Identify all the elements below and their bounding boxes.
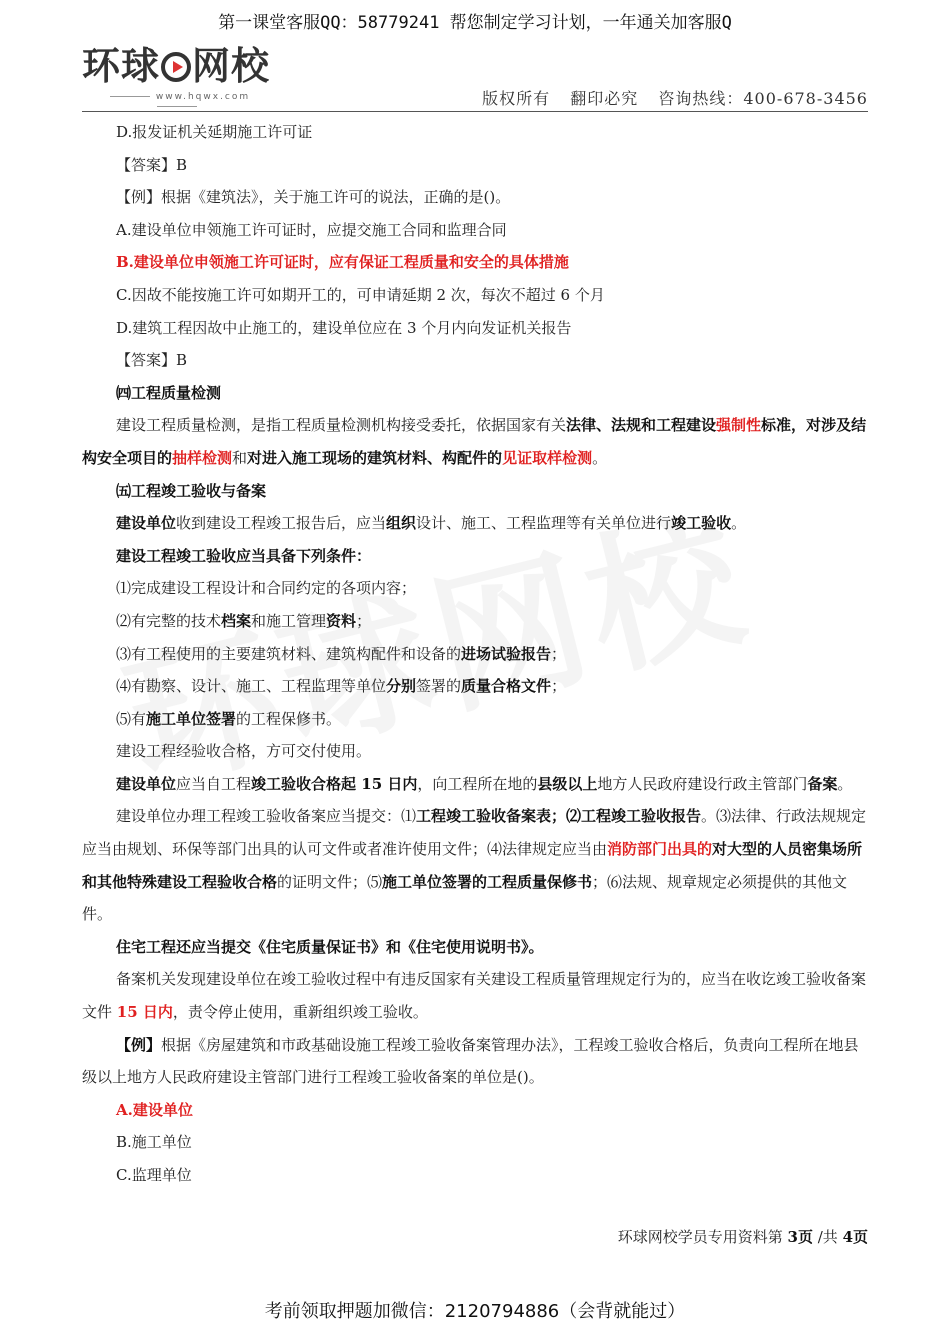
top-notice: 第一课堂客服QQ：58779241 帮您制定学习计划，一年通关加客服Q — [218, 13, 732, 33]
hotline-text: 咨询热线：400-678-3456 — [658, 89, 868, 108]
condition-4: ⑷有勘察、设计、施工、工程监理等单位分别签署的质量合格文件； — [116, 677, 567, 696]
option-a: A.建设单位申领施工许可证时，应提交施工合同和监理合同 — [116, 220, 507, 239]
play-icon — [161, 52, 191, 82]
condition-2: ⑵有完整的技术档案和施工管理资料； — [116, 611, 372, 630]
logo-text-b: 网校 — [192, 44, 271, 88]
condition-1: ⑴完成建设工程设计和合同约定的各项内容； — [116, 579, 417, 598]
logo-text-a: 环球 — [82, 44, 161, 88]
answer-1: 【答案】B — [116, 155, 188, 174]
condition-5: ⑸有施工单位签署的工程保修书。 — [116, 709, 342, 728]
example-question-1: 【例】根据《建筑法》，关于施工许可的说法，正确的是()。 — [116, 188, 511, 207]
option-d: D.报发证机关延期施工许可证 — [116, 123, 313, 141]
paragraph-violation: 备案机关发现建设单位在竣工验收过程中有违反国家有关建设工程质量管理规定行为的，应当在收讫竣工验收备案文件 15 日内，责令停止使用，重新组织竣工验收。 — [82, 970, 867, 1022]
option-d-2: D.建筑工程因故中止施工的，建设单位应在 3 个月内向发证机关报告 — [116, 318, 572, 337]
wechat-notice: 考前领取押题加微信：2120794886（会背就能过） — [264, 1301, 686, 1322]
paragraph-delivery: 建设工程经验收合格，方可交付使用。 — [116, 742, 372, 761]
logo-url: www.hqwx.com — [82, 92, 272, 112]
header-divider — [82, 111, 868, 112]
section-heading-4: ㈣工程质量检测 — [116, 383, 222, 402]
rights-text: 版权所有 — [482, 89, 551, 108]
no-copy-text: 翻印必究 — [570, 89, 639, 108]
section-heading-5: ㈤工程竣工验收与备案 — [116, 481, 267, 500]
header-rights — [468, 86, 868, 109]
condition-3: ⑶有工程使用的主要建筑材料、建筑构配件和设备的进场试验报告； — [116, 644, 567, 663]
option-b: B.施工单位 — [116, 1133, 192, 1152]
option-b-correct: B.建设单位申领施工许可证时，应有保证工程质量和安全的具体措施 — [116, 253, 569, 272]
option-c: C.因故不能按施工许可如期开工的，可申请延期 2 次，每次不超过 6 个月 — [116, 285, 605, 304]
hqwx-logo — [82, 44, 272, 108]
answer-2: 【答案】B — [116, 351, 188, 370]
paragraph-quality-testing: 建设工程质量检测，是指工程质量检测机构接受委托，依据国家有关法律、法规和工程建设强制性标准，对涉及结构安全项目的抽样检测和对进入施工现场的建筑材料、构配件的见证取样检测。 — [82, 416, 867, 467]
option-a-correct: A.建设单位 — [116, 1100, 193, 1119]
paragraph-filing: 建设单位应当自工程竣工验收合格起 15 日内，向工程所在地的县级以上地方人民政府建设行政主管部门备案。 — [116, 774, 853, 793]
paragraph-residential: 住宅工程还应当提交《住宅质量保证书》和《住宅使用说明书》。 — [116, 937, 544, 956]
document-body — [82, 116, 870, 1192]
conditions-heading: 建设工程竣工验收应当具备下列条件： — [116, 546, 372, 565]
example-question-2: 【例】根据《房屋建筑和市政基础设施工程竣工验收备案管理办法》，工程竣工验收合格后，负责向工程所在地县级以上地方人民政府建设主管部门进行工程竣工验收备案的单位是()。 — [82, 1035, 859, 1087]
paragraph-acceptance: 建设单位收到建设工程竣工报告后，应当组织设计、施工、工程监理等有关单位进行竣工验收。 — [116, 514, 747, 533]
option-c-2: C.监理单位 — [116, 1166, 192, 1184]
paragraph-filing-docs: 建设单位办理工程竣工验收备案应当提交：⑴工程竣工验收备案表；⑵工程竣工验收报告。⑶法律、行政法规规定应当由规划、环保等部门出具的认可文件或者准许使用文件；⑷法律规定应当由消防部门出具的对大型的人员密集场所和其他特殊建设工程验收合格的证明文件；⑸施工单位签署的工程质量保修书；⑹法规、规章规定必须提供的其他文件。 — [82, 807, 867, 924]
page-number: 环球网校学员专用资料第 3页 /共 4页 — [617, 1228, 868, 1246]
